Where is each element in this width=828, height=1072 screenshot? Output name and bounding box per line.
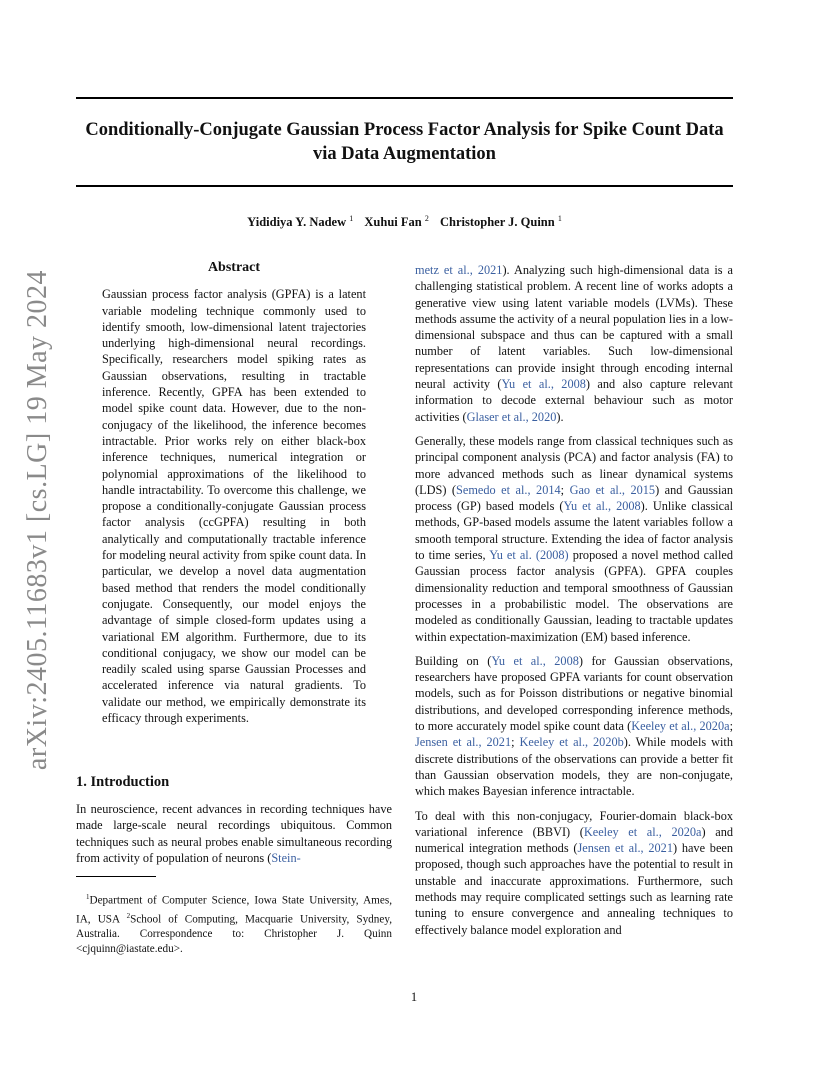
- paragraph-text: ) and numerical integration methods (: [415, 824, 733, 856]
- page-number: 1: [410, 990, 418, 1004]
- footnote-mark: 1: [86, 893, 90, 901]
- paper-title: Conditionally-Conjugate Gaussian Process Factor Analysis for Spike Count Data via Data Augmentation: [85, 120, 724, 164]
- right-column: [415, 262, 733, 938]
- body-paragraph: [415, 653, 733, 800]
- citation-link[interactable]: Keeley et al., 2020a: [631, 719, 730, 734]
- paragraph-text: Building on (: [415, 653, 492, 668]
- paragraph-text: ). While models with discrete distributions of the observations can provide a better fit than Gaussian observation models, they are non-conjugate, which makes Bayesian inference intractable.: [415, 735, 733, 799]
- citation-link[interactable]: Yu et al. (2008): [489, 548, 569, 563]
- author-affiliation-mark: 1: [557, 214, 562, 223]
- paragraph-text: proposed a novel method called Gaussian process factor analysis (GPFA). GPFA couples dimensionality reduction and temporal smoothness of Gaussian processes in a probabilistic model. The observations are modeled as conditionally Gaussian, leading to tractable updates within expectation-maximization (EM) based inference.: [415, 548, 733, 644]
- paragraph-text: ;: [560, 482, 570, 497]
- citation-link[interactable]: Glaser et al., 2020: [466, 409, 557, 424]
- paragraph-text: ) for Gaussian observations, researchers have proposed GPFA variants for count observation models, such as for Poisson distributions or negative binomial distributions, and developed corresponding inference methods, to more accurately model spike count data (: [415, 653, 734, 734]
- body-paragraph: [415, 262, 733, 425]
- abstract-heading: Abstract: [207, 260, 261, 275]
- author-affiliation-mark: 2: [424, 214, 429, 223]
- footnote-rule: [76, 876, 156, 877]
- body-paragraph: [415, 433, 733, 645]
- author-name: Xuhui Fan: [364, 215, 422, 230]
- arxiv-stamp-text: arXiv:2405.11683v1 [cs.LG] 19 May 2024: [22, 269, 53, 771]
- title-bottom-rule: [76, 185, 733, 187]
- left-column: [76, 260, 392, 865]
- author-list: [76, 214, 733, 230]
- top-rule: [76, 97, 733, 99]
- paragraph-text: ;: [729, 719, 733, 734]
- author-name: Yididiya Y. Nadew: [247, 215, 347, 230]
- paragraph-text: To deal with this non-conjugacy, Fourier-domain black-box variational inference (BBVI) (: [415, 808, 733, 839]
- citation-link[interactable]: metz et al., 2021: [415, 263, 503, 277]
- abstract-text: Gaussian process factor analysis (GPFA) is a latent variable modeling technique commonly used to identify smooth, low-dimensional latent trajectories underlying high-dimensional neural recordings. Specifically, researchers model spiking rates as Gaussian observations, resulting in tractable inference. Recently, GPFA has been extended to model spike count data. However, due to the non-conjugacy of the likelihood, the inference becomes intractable. Prior works rely on either black-box inference techniques, numerical integration or polynomial approximations of the likelihood to handle intractability. To overcome this challenge, we propose a conditionally-conjugate Gaussian process factor analysis (ccGPFA) resulting in both analytically and computationally tractable inference for modeling neural activity from spike count data. In particular, we develop a novel data augmentation based method that renders the model conditionally conjugate. Consequently, our model enjoys the advantage of simple closed-form updates using a variational EM algorithm. Furthermore, due to its conditional conjugacy, we show our model can be readily scaled using sparse Gaussian Processes and accelerated inference via natural gradients. To validate our method, we empirically demonstrate its efficacy through experiments.: [102, 287, 366, 726]
- citation-link[interactable]: Yu et al., 2008: [491, 653, 579, 668]
- author-affiliation-mark: 1: [349, 214, 354, 223]
- paragraph-text: ) and Gaussian process (GP) based models (: [415, 482, 733, 514]
- footnote-text: School of Computing, Macquarie University, Sydney, Australia. Correspondence to: Christopher J. Quinn <cjquinn@iastate.edu>.: [76, 913, 392, 956]
- intro-paragraph: In neuroscience, recent advances in recording techniques have made large-scale neural recordings ubiquitous. Common techniques such as neural probes enable simultaneous recording from activity of population of neurons (Stein-: [76, 802, 392, 865]
- footnote: [76, 890, 392, 957]
- citation-link[interactable]: Yu et al., 2008: [563, 499, 641, 514]
- paragraph-text: ) have been proposed, though such approaches have the potential to result in unstable and inaccurate approximations. Furthermore, such methods may require complicated settings such as learning rate tuning to ensure convergence and annealing techniques to effectively balance model exploration and: [415, 841, 734, 937]
- paragraph-text: ).: [556, 409, 564, 424]
- citation-link[interactable]: Keeley et al., 2020a: [583, 824, 702, 839]
- paragraph-text: ). Analyzing such high-dimensional data is a challenging statistical problem. A recent line of works adopts a generative view using latent variable models (LVMs). These methods assume the activity of a neural population lies in a low-dimensional subspace and thus can be captured with a small number of latent variables. Such low-dimensional representations can provide insight through encoding internal neural activity (: [415, 263, 733, 392]
- body-paragraph: [415, 808, 733, 938]
- citation-link[interactable]: Semedo et al., 2014: [456, 482, 561, 497]
- section-heading-introduction: 1. Introduction: [76, 774, 170, 790]
- footnote-mark: 2: [126, 911, 131, 920]
- paragraph-text: ) and also capture relevant information to decode external behaviour such as motor activities (: [415, 377, 733, 424]
- arxiv-stamp: [12, 269, 64, 771]
- citation-link[interactable]: Stein-: [271, 850, 301, 865]
- author-name: Christopher J. Quinn: [439, 215, 555, 230]
- citation-link[interactable]: Jensen et al., 2021: [415, 735, 512, 750]
- paragraph-text: ). Unlike classical methods, GP-based models assume the latent variables follow a smooth temporal structure. Extending the idea of factor analysis to time series,: [415, 499, 733, 563]
- citation-link[interactable]: Keeley et al., 2020b: [519, 735, 624, 750]
- footnote-text: Department of Computer Science, Iowa State University, Ames, IA, USA: [76, 894, 392, 926]
- citation-link[interactable]: Jensen et al., 2021: [577, 841, 673, 856]
- citation-link[interactable]: Gao et al., 2015: [569, 482, 656, 497]
- paragraph-text: Generally, these models range from classical techniques such as principal component analysis (PCA) and factor analysis (FA) to more advanced methods such as linear dynamical systems (LDS) (: [415, 433, 733, 497]
- citation-link[interactable]: Yu et al., 2008: [501, 377, 586, 392]
- paragraph-text: ;: [511, 735, 520, 750]
